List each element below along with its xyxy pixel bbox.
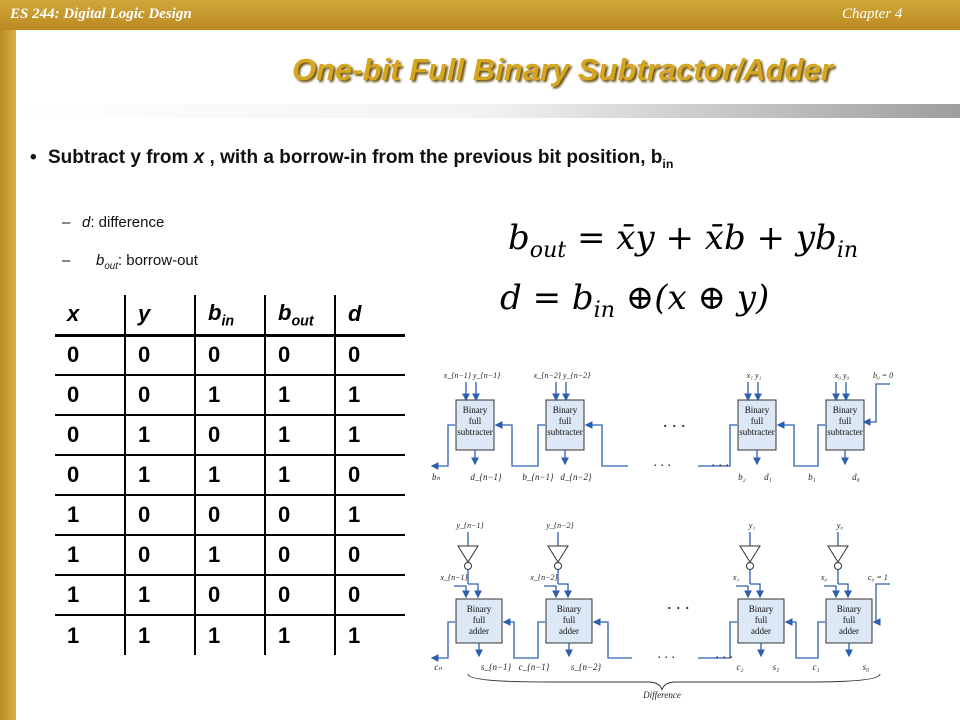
diagram-label: b₂ bbox=[738, 472, 746, 482]
table-header-row bbox=[55, 295, 405, 335]
diagram-label: b₁ bbox=[808, 472, 816, 482]
block-label: full bbox=[842, 615, 856, 625]
wire bbox=[504, 622, 545, 658]
cell: 0 bbox=[265, 535, 335, 575]
cell: 0 bbox=[55, 415, 125, 455]
subtractor-chain bbox=[432, 371, 893, 482]
table-row bbox=[55, 575, 405, 615]
diagram-label: y₁ bbox=[748, 521, 756, 530]
diagram-label: b₀ = 0 bbox=[873, 371, 894, 380]
wire bbox=[496, 425, 545, 466]
block-label: full bbox=[838, 416, 852, 426]
block-label: full bbox=[472, 615, 486, 625]
block-label: adder bbox=[839, 626, 859, 636]
block-label: Binary bbox=[836, 604, 862, 614]
cell: 0 bbox=[335, 575, 405, 615]
diagram-label: x₀ y₀ bbox=[834, 371, 850, 380]
cell: 1 bbox=[265, 615, 335, 655]
wire bbox=[838, 584, 848, 597]
diagram-label: d_{n−2} bbox=[560, 472, 592, 482]
diagram-label: · · · bbox=[662, 416, 686, 436]
block-label: subtracter bbox=[457, 427, 493, 437]
block-label: Binary bbox=[832, 405, 858, 415]
diagram-label: d₀ bbox=[852, 472, 860, 482]
block-label: adder bbox=[559, 626, 579, 636]
wire bbox=[594, 622, 632, 658]
cell: 0 bbox=[55, 375, 125, 415]
ripple-circuit-diagram bbox=[428, 362, 898, 702]
diagram-label: · · · bbox=[711, 459, 729, 474]
cell: 0 bbox=[195, 495, 265, 535]
inverter-bubble bbox=[555, 563, 562, 570]
cell: 1 bbox=[55, 495, 125, 535]
header-y: y bbox=[125, 295, 195, 335]
cell: 1 bbox=[55, 615, 125, 655]
block-label: Binary bbox=[462, 405, 488, 415]
cell: 0 bbox=[265, 495, 335, 535]
cell: 0 bbox=[195, 575, 265, 615]
header-b-out: $b_{out}$ bbox=[265, 295, 335, 335]
diagram-label: x₁ y₁ bbox=[746, 371, 762, 380]
cell: 1 bbox=[55, 535, 125, 575]
diagram-label: b_{n−1} bbox=[522, 472, 554, 482]
cell: 0 bbox=[125, 495, 195, 535]
diagram-label: Difference bbox=[643, 690, 681, 700]
bullet-text: Subtract y from x , with a borrow-in from the previous bit position, $b_{in}$ bbox=[48, 147, 674, 171]
wire bbox=[544, 586, 556, 597]
title-divider bbox=[16, 104, 960, 118]
wire bbox=[864, 384, 890, 422]
cell: 0 bbox=[335, 335, 405, 375]
cell: 0 bbox=[335, 535, 405, 575]
cell: 1 bbox=[195, 615, 265, 655]
wire bbox=[736, 586, 748, 597]
diagram-label: x₀ bbox=[820, 573, 828, 582]
diagram-label: x_{n−1} bbox=[440, 573, 468, 582]
cell: 1 bbox=[335, 375, 405, 415]
course-title: ES 244: Digital Logic Design bbox=[10, 6, 192, 22]
diagram-label: c₁ bbox=[812, 662, 820, 672]
cell: 1 bbox=[265, 415, 335, 455]
diagram-label: s₀ bbox=[862, 662, 870, 672]
diagram-label: x_{n−2} y_{n−2} bbox=[533, 371, 591, 380]
wire bbox=[786, 622, 825, 658]
diagram-label: s₁ bbox=[772, 662, 780, 672]
cell: 1 bbox=[335, 615, 405, 655]
header-bar bbox=[0, 0, 960, 30]
block-label: full bbox=[750, 416, 764, 426]
table-row bbox=[55, 335, 405, 375]
block-label: full bbox=[468, 416, 482, 426]
wire bbox=[778, 425, 825, 466]
table-row bbox=[55, 375, 405, 415]
block-label: Binary bbox=[556, 604, 582, 614]
inverter-icon bbox=[828, 546, 848, 562]
block-label: full bbox=[558, 416, 572, 426]
cell: 0 bbox=[125, 535, 195, 575]
table-row bbox=[55, 415, 405, 455]
wire bbox=[432, 622, 455, 658]
cell: 0 bbox=[125, 335, 195, 375]
block-label: full bbox=[754, 615, 768, 625]
block-label: Binary bbox=[466, 604, 492, 614]
diagram-label: y_{n−2} bbox=[546, 521, 574, 530]
diagram-label: c₀ = 1 bbox=[868, 573, 888, 582]
block-label: Binary bbox=[744, 405, 770, 415]
inverter-icon bbox=[548, 546, 568, 562]
chapter-label: Chapter 4 bbox=[842, 6, 903, 22]
diagram-label: · · · bbox=[666, 598, 690, 618]
block-label: subtracter bbox=[547, 427, 583, 437]
slide-title: One-bit Full Binary Subtractor/Adder bbox=[292, 52, 833, 87]
bullet-dot: • bbox=[30, 147, 37, 168]
cell: 1 bbox=[195, 375, 265, 415]
diagram-label: c_{n−1} bbox=[518, 662, 550, 672]
header-x: x bbox=[55, 295, 125, 335]
header-d: d bbox=[335, 295, 405, 335]
cell: 0 bbox=[195, 335, 265, 375]
cell: 1 bbox=[335, 495, 405, 535]
inverter-icon bbox=[740, 546, 760, 562]
cell: 1 bbox=[125, 455, 195, 495]
inverter-icon bbox=[458, 546, 478, 562]
diagram-label: x₁ bbox=[732, 573, 740, 582]
difference-brace bbox=[468, 674, 880, 690]
cell: 1 bbox=[125, 415, 195, 455]
diagram-label: · · · bbox=[715, 651, 733, 666]
diagram-label: y₀ bbox=[836, 521, 844, 530]
adder-chain bbox=[432, 521, 890, 700]
diagram-label: x_{n−2} bbox=[530, 573, 558, 582]
inverter-bubble bbox=[835, 563, 842, 570]
block-label: Binary bbox=[748, 604, 774, 614]
diagram-label: · · · bbox=[657, 651, 675, 666]
diagram-label: cₙ bbox=[434, 662, 442, 672]
diagram-label: x_{n−1} y_{n−1} bbox=[443, 371, 501, 380]
cell: 0 bbox=[265, 575, 335, 615]
diagram-label: bₙ bbox=[431, 472, 441, 482]
table-row bbox=[55, 615, 405, 655]
cell: 0 bbox=[195, 415, 265, 455]
block-label: Binary bbox=[552, 405, 578, 415]
wire bbox=[432, 425, 455, 466]
table-row bbox=[55, 455, 405, 495]
cell: 1 bbox=[125, 575, 195, 615]
borrow-out-equation: $b_{out}$ = x̄y + x̄b + $yb_{in}$ bbox=[508, 218, 859, 263]
diagram-label: · · · bbox=[653, 459, 671, 474]
cell: 0 bbox=[55, 455, 125, 495]
table-row bbox=[55, 535, 405, 575]
block-label: adder bbox=[751, 626, 771, 636]
cell: 0 bbox=[265, 335, 335, 375]
diagram-label: d_{n−1} bbox=[470, 472, 502, 482]
diagram-label: s_{n−2} bbox=[570, 662, 602, 672]
wire bbox=[454, 586, 466, 597]
diagram-label: d₁ bbox=[764, 472, 772, 482]
cell: 0 bbox=[335, 455, 405, 495]
wire bbox=[468, 584, 478, 597]
inverter-bubble bbox=[747, 563, 754, 570]
cell: 1 bbox=[195, 455, 265, 495]
cell: 0 bbox=[55, 335, 125, 375]
wire bbox=[558, 584, 568, 597]
cell: 1 bbox=[55, 575, 125, 615]
block-label: adder bbox=[469, 626, 489, 636]
cell: 1 bbox=[335, 415, 405, 455]
inverter-bubble bbox=[465, 563, 472, 570]
block-label: full bbox=[562, 615, 576, 625]
diagram-label: s_{n−1} bbox=[480, 662, 512, 672]
difference-equation: $d = b_{in}$ ⊕(x ⊕ y) bbox=[500, 278, 770, 323]
cell: 1 bbox=[195, 535, 265, 575]
cell: 1 bbox=[125, 615, 195, 655]
cell: 1 bbox=[265, 455, 335, 495]
diagram-label: c₂ bbox=[736, 662, 744, 672]
truth-table bbox=[55, 295, 405, 655]
wire bbox=[874, 584, 890, 622]
table-row bbox=[55, 495, 405, 535]
wire bbox=[750, 584, 760, 597]
header-b-in: $b_{in}$ bbox=[195, 295, 265, 335]
wire bbox=[824, 586, 836, 597]
block-label: subtracter bbox=[827, 427, 863, 437]
diagram-label: y_{n−1} bbox=[456, 521, 484, 530]
block-label: subtracter bbox=[739, 427, 775, 437]
cell: 0 bbox=[125, 375, 195, 415]
wire bbox=[586, 425, 628, 466]
cell: 1 bbox=[265, 375, 335, 415]
left-accent-bar bbox=[0, 30, 16, 720]
